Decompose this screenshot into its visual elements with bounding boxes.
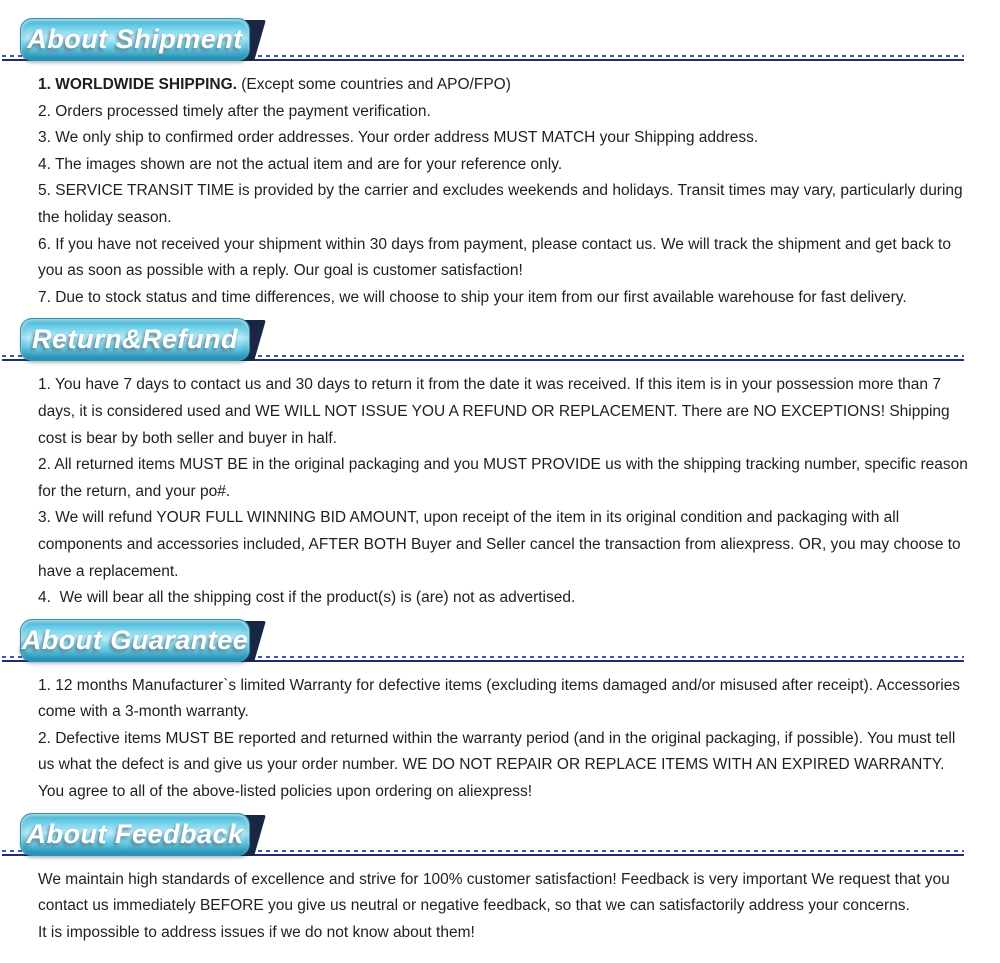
section-banner xyxy=(20,318,250,361)
section-title: About Guarantee xyxy=(21,624,249,655)
policy-paragraph: You agree to all of the above-listed policies upon ordering on aliexpress! xyxy=(38,783,533,801)
section-body xyxy=(0,372,1000,611)
policy-paragraph: We maintain high standards of excellence and strive for 100% customer satisfaction! Feedback is very important We request that you contact us immediately BEFORE you give us neutral or negative feedback, so that we can satisfactorily address your concerns. xyxy=(38,870,950,915)
section-about-shipment xyxy=(0,18,1000,311)
section-body xyxy=(0,673,1000,806)
policy-paragraph: It is impossible to address issues if we do not know about them! xyxy=(38,923,475,941)
policy-paragraph: 7. Due to stock status and time differences, we will choose to ship your item from our first available warehouse for fast delivery. xyxy=(38,288,907,306)
section-title: Return&Refund xyxy=(32,324,238,355)
policy-paragraph: 1. You have 7 days to contact us and 30 days to return it from the date it was received. If this item is in your possession more than 7 days, it is considered used and WE WILL NOT ISSUE YOU A REFUND OR REPLACEMENT. There are NO EXCEPTIONS! Shipping cost is bear by both seller and buyer in half. xyxy=(38,376,950,447)
section-title: About Feedback xyxy=(26,818,244,849)
policy-paragraph: 2. Defective items MUST BE reported and returned within the warranty period (and in the original packaging, if possible). You must tell us what the defect is and give us your order number. WE DO NOT REPAIR OR REPLACE ITEMS WITH AN EXPIRED WARRANTY. xyxy=(38,729,956,774)
policy-paragraph: 1. WORLDWIDE SHIPPING. (Except some countries and APO/FPO) xyxy=(38,76,511,93)
policy-paragraph: 2. Orders processed timely after the payment verification. xyxy=(38,102,431,120)
section-header xyxy=(0,318,1000,362)
section-return-refund xyxy=(0,318,1000,611)
section-title: About Shipment xyxy=(27,24,243,54)
section-body xyxy=(0,72,1000,311)
section-body xyxy=(0,867,1000,947)
section-header xyxy=(0,18,1000,62)
policy-paragraph: 6. If you have not received your shipment within 30 days from payment, please contact us. We will track the shipment and get back to you as soon as possible with a reply. Our goal is customer satisfaction! xyxy=(38,235,951,280)
section-header xyxy=(0,813,1000,857)
section-about-feedback xyxy=(0,813,1000,947)
policy-paragraph: 3. We will refund YOUR FULL WINNING BID AMOUNT, upon receipt of the item in its original condition and packaging with all components and accessories included, AFTER BOTH Buyer and Seller cancel the transaction from aliexpress. OR, you may choose to have a replacement. xyxy=(38,509,961,580)
section-about-guarantee xyxy=(0,619,1000,806)
policy-paragraph: 4. We will bear all the shipping cost if the product(s) is (are) not as advertised. xyxy=(38,589,576,607)
policy-paragraph: 1. 12 months Manufacturer`s limited Warranty for defective items (excluding items damaged and/or misused after receipt). Accessories come with a 3-month warranty. xyxy=(38,676,961,721)
policy-paragraph: 3. We only ship to confirmed order addresses. Your order address MUST MATCH your Shipping address. xyxy=(38,129,759,147)
section-banner xyxy=(20,18,250,61)
policy-paragraph: 5. SERVICE TRANSIT TIME is provided by the carrier and excludes weekends and holidays. Transit times may vary, particularly during the holiday season. xyxy=(38,182,963,226)
policy-paragraph: 4. The images shown are not the actual item and are for your reference only. xyxy=(38,155,563,173)
section-header xyxy=(0,619,1000,663)
section-banner xyxy=(20,619,250,662)
policy-paragraph: 2. All returned items MUST BE in the original packaging and you MUST PROVIDE us with the shipping tracking number, specific reason for the return, and your po#. xyxy=(38,456,968,500)
section-banner xyxy=(20,813,250,856)
